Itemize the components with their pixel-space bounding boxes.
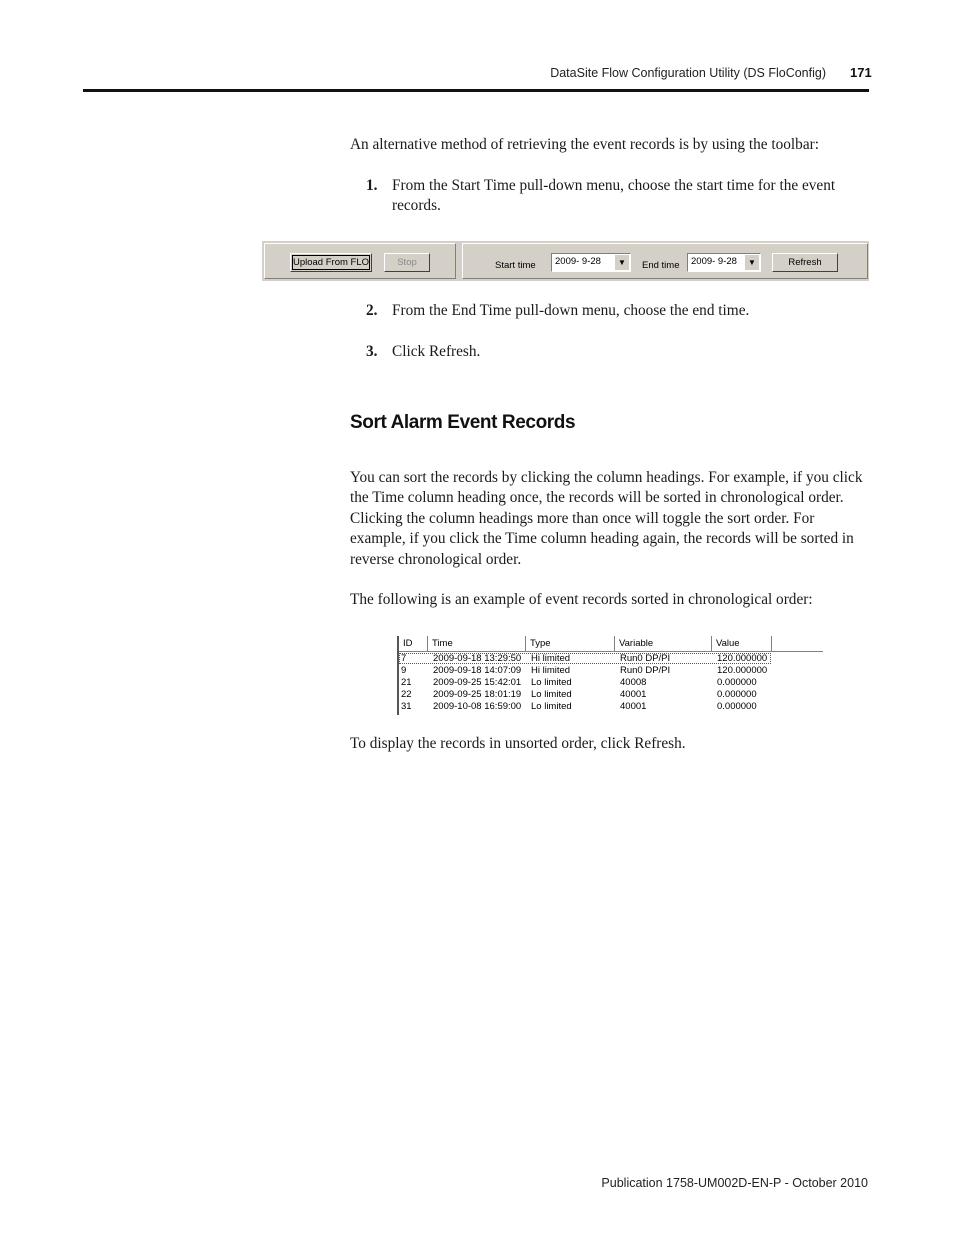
step-text: From the Start Time pull-down menu, choose the start time for the event records. [392,177,836,215]
toolbar-left-panel [264,243,456,279]
column-header-time[interactable]: Time [428,636,526,651]
cell-time: 2009-10-08 16:59:00 [433,701,522,712]
cell-id: 22 [401,689,412,700]
cell-variable: 40001 [620,701,647,712]
step-text: From the End Time pull-down menu, choose the end time. [392,302,750,319]
cell-id: 9 [401,665,407,676]
step-number: 1. [366,177,378,194]
chevron-down-icon[interactable]: ▼ [744,255,759,270]
cell-type: Hi limited [531,653,571,664]
end-time-value: 2009- 9-28 [691,256,737,267]
publication-footer: Publication 1758-UM002D-EN-P - October 2010 [601,1176,868,1190]
step-2 [366,301,866,322]
step-1 [366,176,866,218]
table-row[interactable] [399,689,823,701]
section-heading: Sort Alarm Event Records [350,412,576,433]
column-header-variable[interactable]: Variable [615,636,712,651]
intro-paragraph: An alternative method of retrieving the event records is by using the toolbar: [350,136,819,153]
end-time-label: End time [642,260,680,271]
cell-value: 0.000000 [717,701,757,712]
column-header-id[interactable]: ID [399,636,428,651]
stop-button[interactable]: Stop [384,253,430,272]
cell-time: 2009-09-25 15:42:01 [433,677,522,688]
records-table-screenshot [397,636,823,715]
cell-id: 7 [401,653,407,664]
cell-time: 2009-09-25 18:01:19 [433,689,522,700]
end-time-dropdown[interactable] [687,253,761,272]
step-3 [366,342,866,363]
step-number: 2. [366,302,378,319]
cell-value: 0.000000 [717,689,757,700]
cell-value: 120.000000 [717,653,768,664]
cell-variable: Run0 DP/PI [620,653,671,664]
cell-time: 2009-09-18 14:07:09 [433,665,522,676]
start-time-label: Start time [495,260,536,271]
chevron-down-icon[interactable]: ▼ [614,255,629,270]
refresh-note-paragraph: To display the records in unsorted order, click Refresh. [350,735,686,752]
table-row[interactable] [399,653,823,665]
table-row[interactable] [399,701,823,713]
column-header-type[interactable]: Type [526,636,615,651]
cell-value: 120.000000 [717,665,768,676]
table-row[interactable] [399,677,823,689]
cell-type: Lo limited [531,701,572,712]
step-number: 3. [366,343,378,360]
toolbar-screenshot [262,241,869,281]
step-text: Click Refresh. [392,343,481,360]
toolbar-right-panel [462,243,868,279]
cell-type: Lo limited [531,689,572,700]
column-header-value[interactable]: Value [712,636,772,651]
start-time-dropdown[interactable] [551,253,631,272]
cell-id: 21 [401,677,412,688]
start-time-value: 2009- 9-28 [555,256,601,267]
example-intro-paragraph: The following is an example of event records sorted in chronological order: [350,591,813,608]
cell-type: Lo limited [531,677,572,688]
cell-variable: 40008 [620,677,647,688]
cell-time: 2009-09-18 13:29:50 [433,653,522,664]
header-rule [83,89,869,92]
cell-variable: 40001 [620,689,647,700]
cell-id: 31 [401,701,412,712]
refresh-button[interactable]: Refresh [772,253,838,272]
cell-value: 0.000000 [717,677,757,688]
table-row[interactable] [399,665,823,677]
table-header [399,636,823,652]
running-header-title: DataSite Flow Configuration Utility (DS FloConfig) [550,66,826,80]
cell-variable: Run0 DP/PI [620,665,671,676]
page-number: 171 [850,65,872,80]
cell-type: Hi limited [531,665,571,676]
upload-from-flo-button[interactable]: Upload From FLO [290,253,372,272]
sort-description-paragraph: You can sort the records by clicking the column headings. For example, if you click the Time column heading once, the records will be sorted in chronological order. Clicking the column headings more than once will toggle the sort order. For example, if you click the Time column heading again, the records will be sorted in reverse chronological order. [350,469,863,568]
